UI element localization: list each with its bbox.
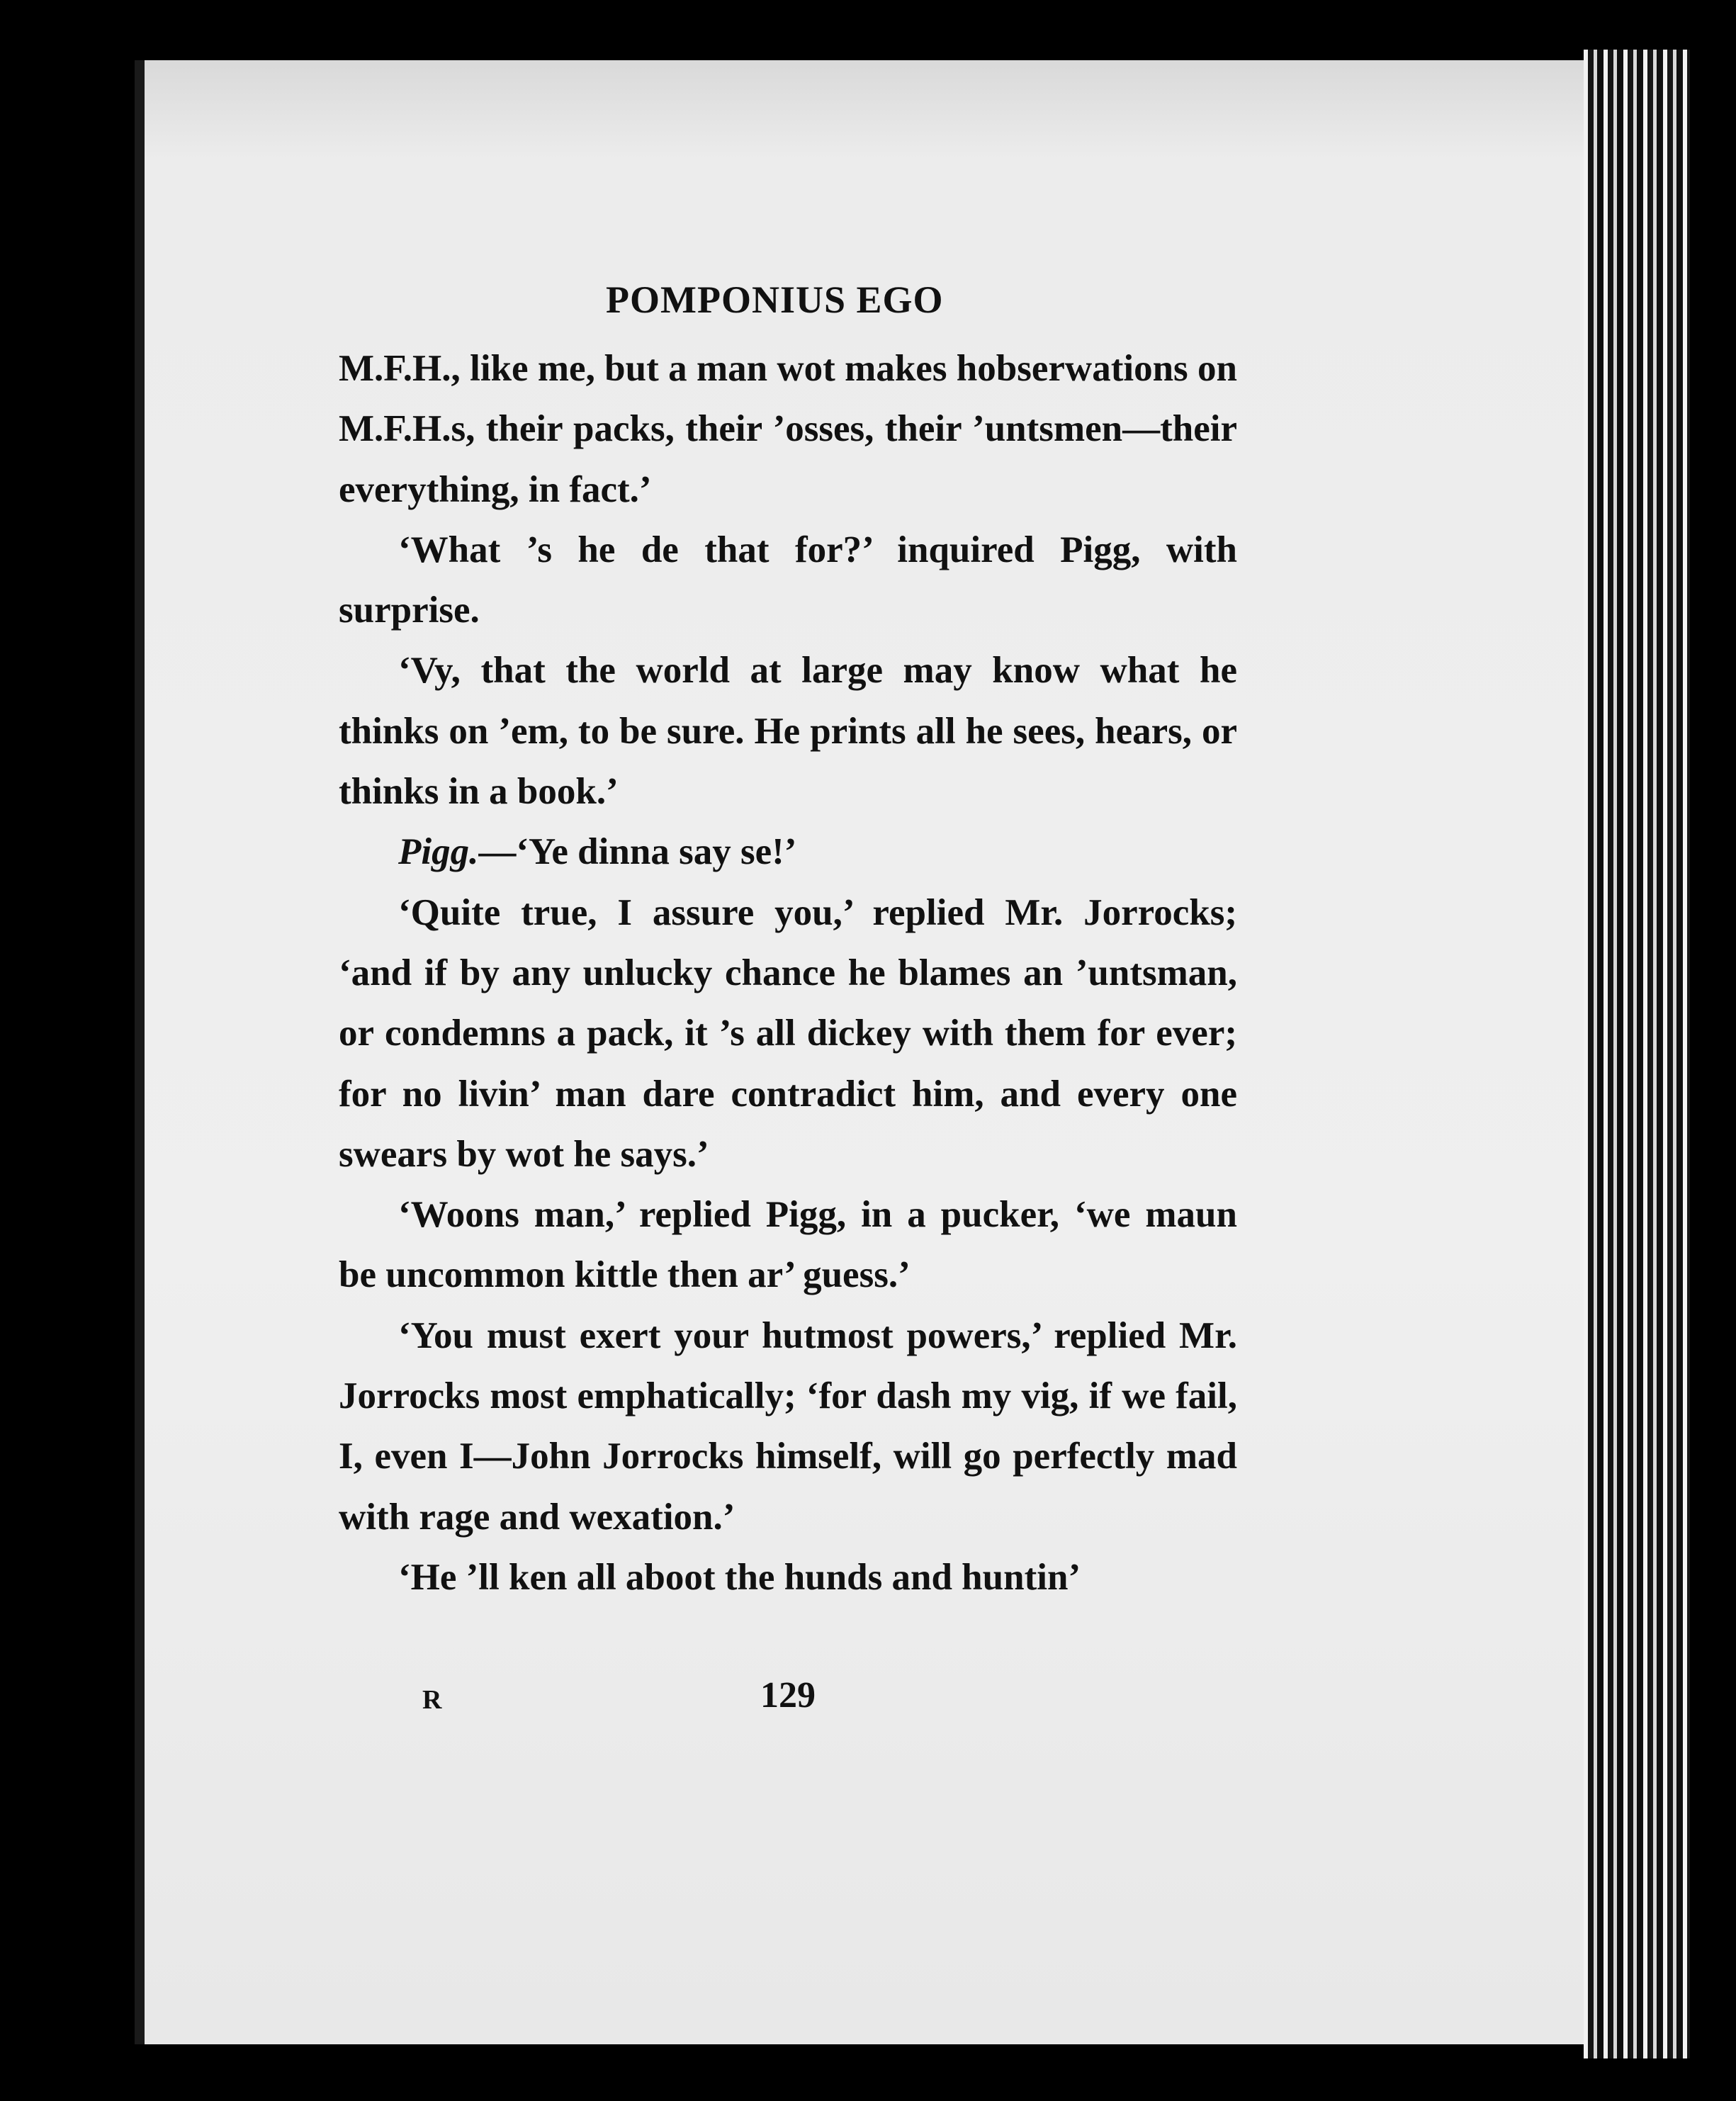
paragraph-3: ‘Vy, that the world at large may know what he thinks on ’em, to be sure. He prints all he sees, hears, or thinks in a book.’	[339, 650, 1237, 813]
paragraph-5: ‘Quite true, I assure you,’ replied Mr. Jorrocks; ‘and if by any unlucky chance he blames an ’untsman, or condemns a pack, it ’s all dickey with them for ever; for no livin’ man dare contradict him, and every one swears by wot he says.’	[339, 891, 1237, 1175]
signature-mark: R	[422, 1685, 442, 1715]
page-number: 129	[760, 1675, 816, 1716]
paragraph-4-text: —‘Ye dinna say se!’	[478, 831, 797, 873]
paragraph-8: ‘He ’ll ken all aboot the hunds and huntin’	[398, 1556, 1081, 1598]
body-text	[339, 339, 1237, 1608]
running-head-title: POMPONIUS EGO	[606, 278, 944, 321]
page-stack-edge	[1584, 50, 1690, 2058]
page-footer	[339, 1669, 1237, 1725]
paragraph-2: ‘What ’s he de that for?’ inquired Pigg, with surprise.	[339, 529, 1237, 631]
paragraph-4	[339, 822, 1237, 882]
paragraph-7: ‘You must exert your hutmost powers,’ replied Mr. Jorrocks most emphatically; ‘for dash my vig, if we fail, I, even I—John Jorrocks himself, will go perfectly mad with rage and wexation.’	[339, 1314, 1237, 1538]
paragraph-6: ‘Woons man,’ replied Pigg, in a pucker, ‘we maun be uncommon kittle then ar’ guess.’	[339, 1194, 1237, 1296]
speaker-name: Pigg.	[398, 831, 479, 873]
paragraph-1: M.F.H., like me, but a man wot makes hobserwations on M.F.H.s, their packs, their ’osses, their ’untsmen—their everything, in fact.’	[339, 348, 1237, 510]
